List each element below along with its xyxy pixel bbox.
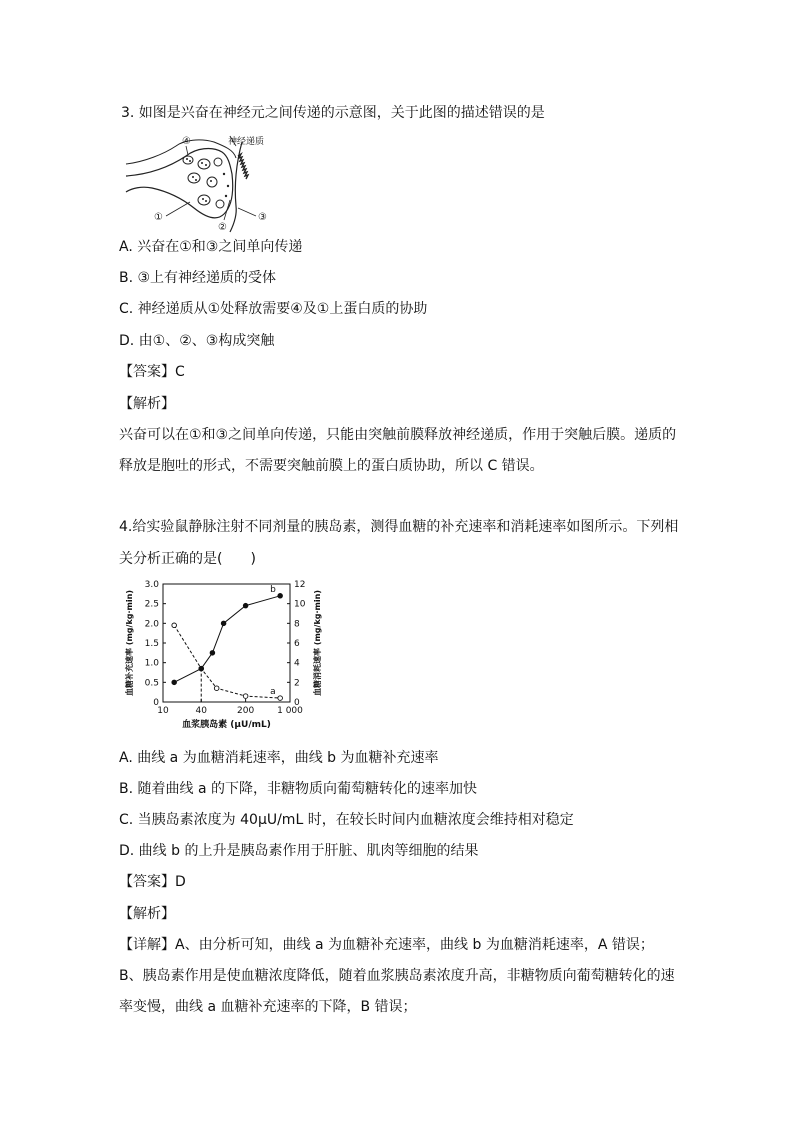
y-right-tick-label: 6 bbox=[294, 639, 300, 649]
q4-option-b: B. 随着曲线 a 的下降，非糖物质向葡萄糖转化的速率加快 bbox=[119, 781, 477, 797]
q4-option-c: C. 当胰岛素浓度为 40μU/mL 时，在较长时间内血糖浓度会维持相对稳定 bbox=[119, 812, 574, 828]
y-right-tick-label: 12 bbox=[294, 580, 306, 590]
q3-answer: 【答案】C bbox=[119, 364, 185, 380]
q3-analysis-line-2: 释放是胞吐的形式，不需要突触前膜上的蛋白质协助，所以 C 错误。 bbox=[119, 458, 544, 474]
q4-option-d: D. 曲线 b 的上升是胰岛素作用于肝脏、肌肉等细胞的结果 bbox=[119, 843, 479, 859]
marker-1: ① bbox=[154, 212, 163, 223]
y-right-tick-label: 0 bbox=[294, 698, 300, 708]
y-left-tick-label: 1.5 bbox=[144, 639, 159, 649]
q3-option-b: B. ③上有神经递质的受体 bbox=[119, 270, 277, 286]
label-neurotransmitter: 神经递质 bbox=[228, 137, 265, 147]
series-b-line bbox=[174, 596, 280, 683]
q4-answer: 【答案】D bbox=[119, 874, 186, 890]
q3-option-c: C. 神经递质从①处释放需要④及①上蛋白质的协助 bbox=[119, 301, 428, 317]
plot-frame bbox=[163, 584, 290, 702]
q3-option-a: A. 兴奋在①和③之间单向传递 bbox=[119, 239, 303, 255]
y-right-tick-label: 2 bbox=[294, 678, 300, 689]
y-left-tick-label: 0.5 bbox=[144, 678, 159, 689]
series-b-point bbox=[199, 666, 204, 671]
series-a-label: a bbox=[270, 687, 276, 698]
marker-3: ③ bbox=[258, 212, 267, 223]
y-left-tick-label: 2.0 bbox=[144, 619, 159, 630]
q4-analysis-line-3: 率变慢，曲线 a 血糖补充速率的下降，B 错误； bbox=[119, 999, 417, 1015]
q4-option-a: A. 曲线 a 为血糖消耗速率，曲线 b 为血糖补充速率 bbox=[119, 750, 439, 766]
series-a-point bbox=[214, 686, 219, 691]
series-b-point bbox=[221, 621, 226, 626]
insulin-chart bbox=[118, 576, 322, 740]
q4-stem-line-1: 4.给实验鼠静脉注射不同剂量的胰岛素，测得血糖的补充速率和消耗速率如图所示。下列相 bbox=[119, 519, 679, 535]
x-tick-label: 1 000 bbox=[277, 706, 303, 716]
x-tick-label: 10 bbox=[157, 706, 169, 716]
y-right-tick-label: 4 bbox=[294, 658, 300, 669]
series-a-point bbox=[243, 694, 248, 699]
q4-analysis-title: 【解析】 bbox=[119, 906, 175, 922]
y-left-tick-label: 0 bbox=[153, 698, 159, 708]
x-axis-label: 血浆胰岛素 (μU/mL) bbox=[182, 720, 271, 730]
synapse-diagram bbox=[124, 134, 284, 234]
y-left-tick-label: 1.0 bbox=[144, 658, 159, 669]
y-right-axis-label: 血糖消耗速率 (mg/kg·min) bbox=[313, 590, 322, 696]
y-right-tick-label: 10 bbox=[294, 599, 306, 610]
x-tick-label: 200 bbox=[237, 706, 255, 716]
y-left-tick-label: 2.5 bbox=[144, 599, 159, 610]
marker-4: ④ bbox=[182, 136, 191, 147]
y-left-tick-label: 3.0 bbox=[144, 580, 159, 590]
marker-2: ② bbox=[218, 222, 227, 233]
series-a-line bbox=[174, 625, 280, 698]
y-right-tick-label: 8 bbox=[294, 619, 300, 630]
series-a-point bbox=[278, 696, 283, 701]
q3-analysis-line-1: 兴奋可以在①和③之间单向传递，只能由突触前膜释放神经递质，作用于突触后膜。递质的 bbox=[119, 427, 677, 443]
q4-stem-line-2: 关分析正确的是( ) bbox=[119, 551, 256, 567]
x-tick-label: 40 bbox=[195, 706, 207, 716]
series-b-point bbox=[243, 603, 248, 608]
series-b-point bbox=[278, 594, 283, 599]
series-b-point bbox=[172, 680, 177, 685]
q3-option-d: D. 由①、②、③构成突触 bbox=[119, 333, 275, 349]
series-b-label: b bbox=[270, 584, 276, 595]
q4-analysis-line-1: 【详解】A、由分析可知，曲线 a 为血糖补充速率，曲线 b 为血糖消耗速率，A 错误； bbox=[119, 937, 654, 953]
q4-analysis-line-2: B、胰岛素作用是使血糖浓度降低，随着血浆胰岛素浓度升高，非糖物质向葡萄糖转化的速 bbox=[119, 968, 675, 984]
y-left-axis-label: 血糖补充速率 (mg/kg·min) bbox=[125, 590, 134, 696]
series-a-point bbox=[172, 623, 177, 628]
q3-stem: 3. 如图是兴奋在神经元之间传递的示意图，关于此图的描述错误的是 bbox=[121, 105, 545, 121]
series-b-point bbox=[210, 651, 215, 656]
q3-analysis-title: 【解析】 bbox=[119, 396, 175, 412]
